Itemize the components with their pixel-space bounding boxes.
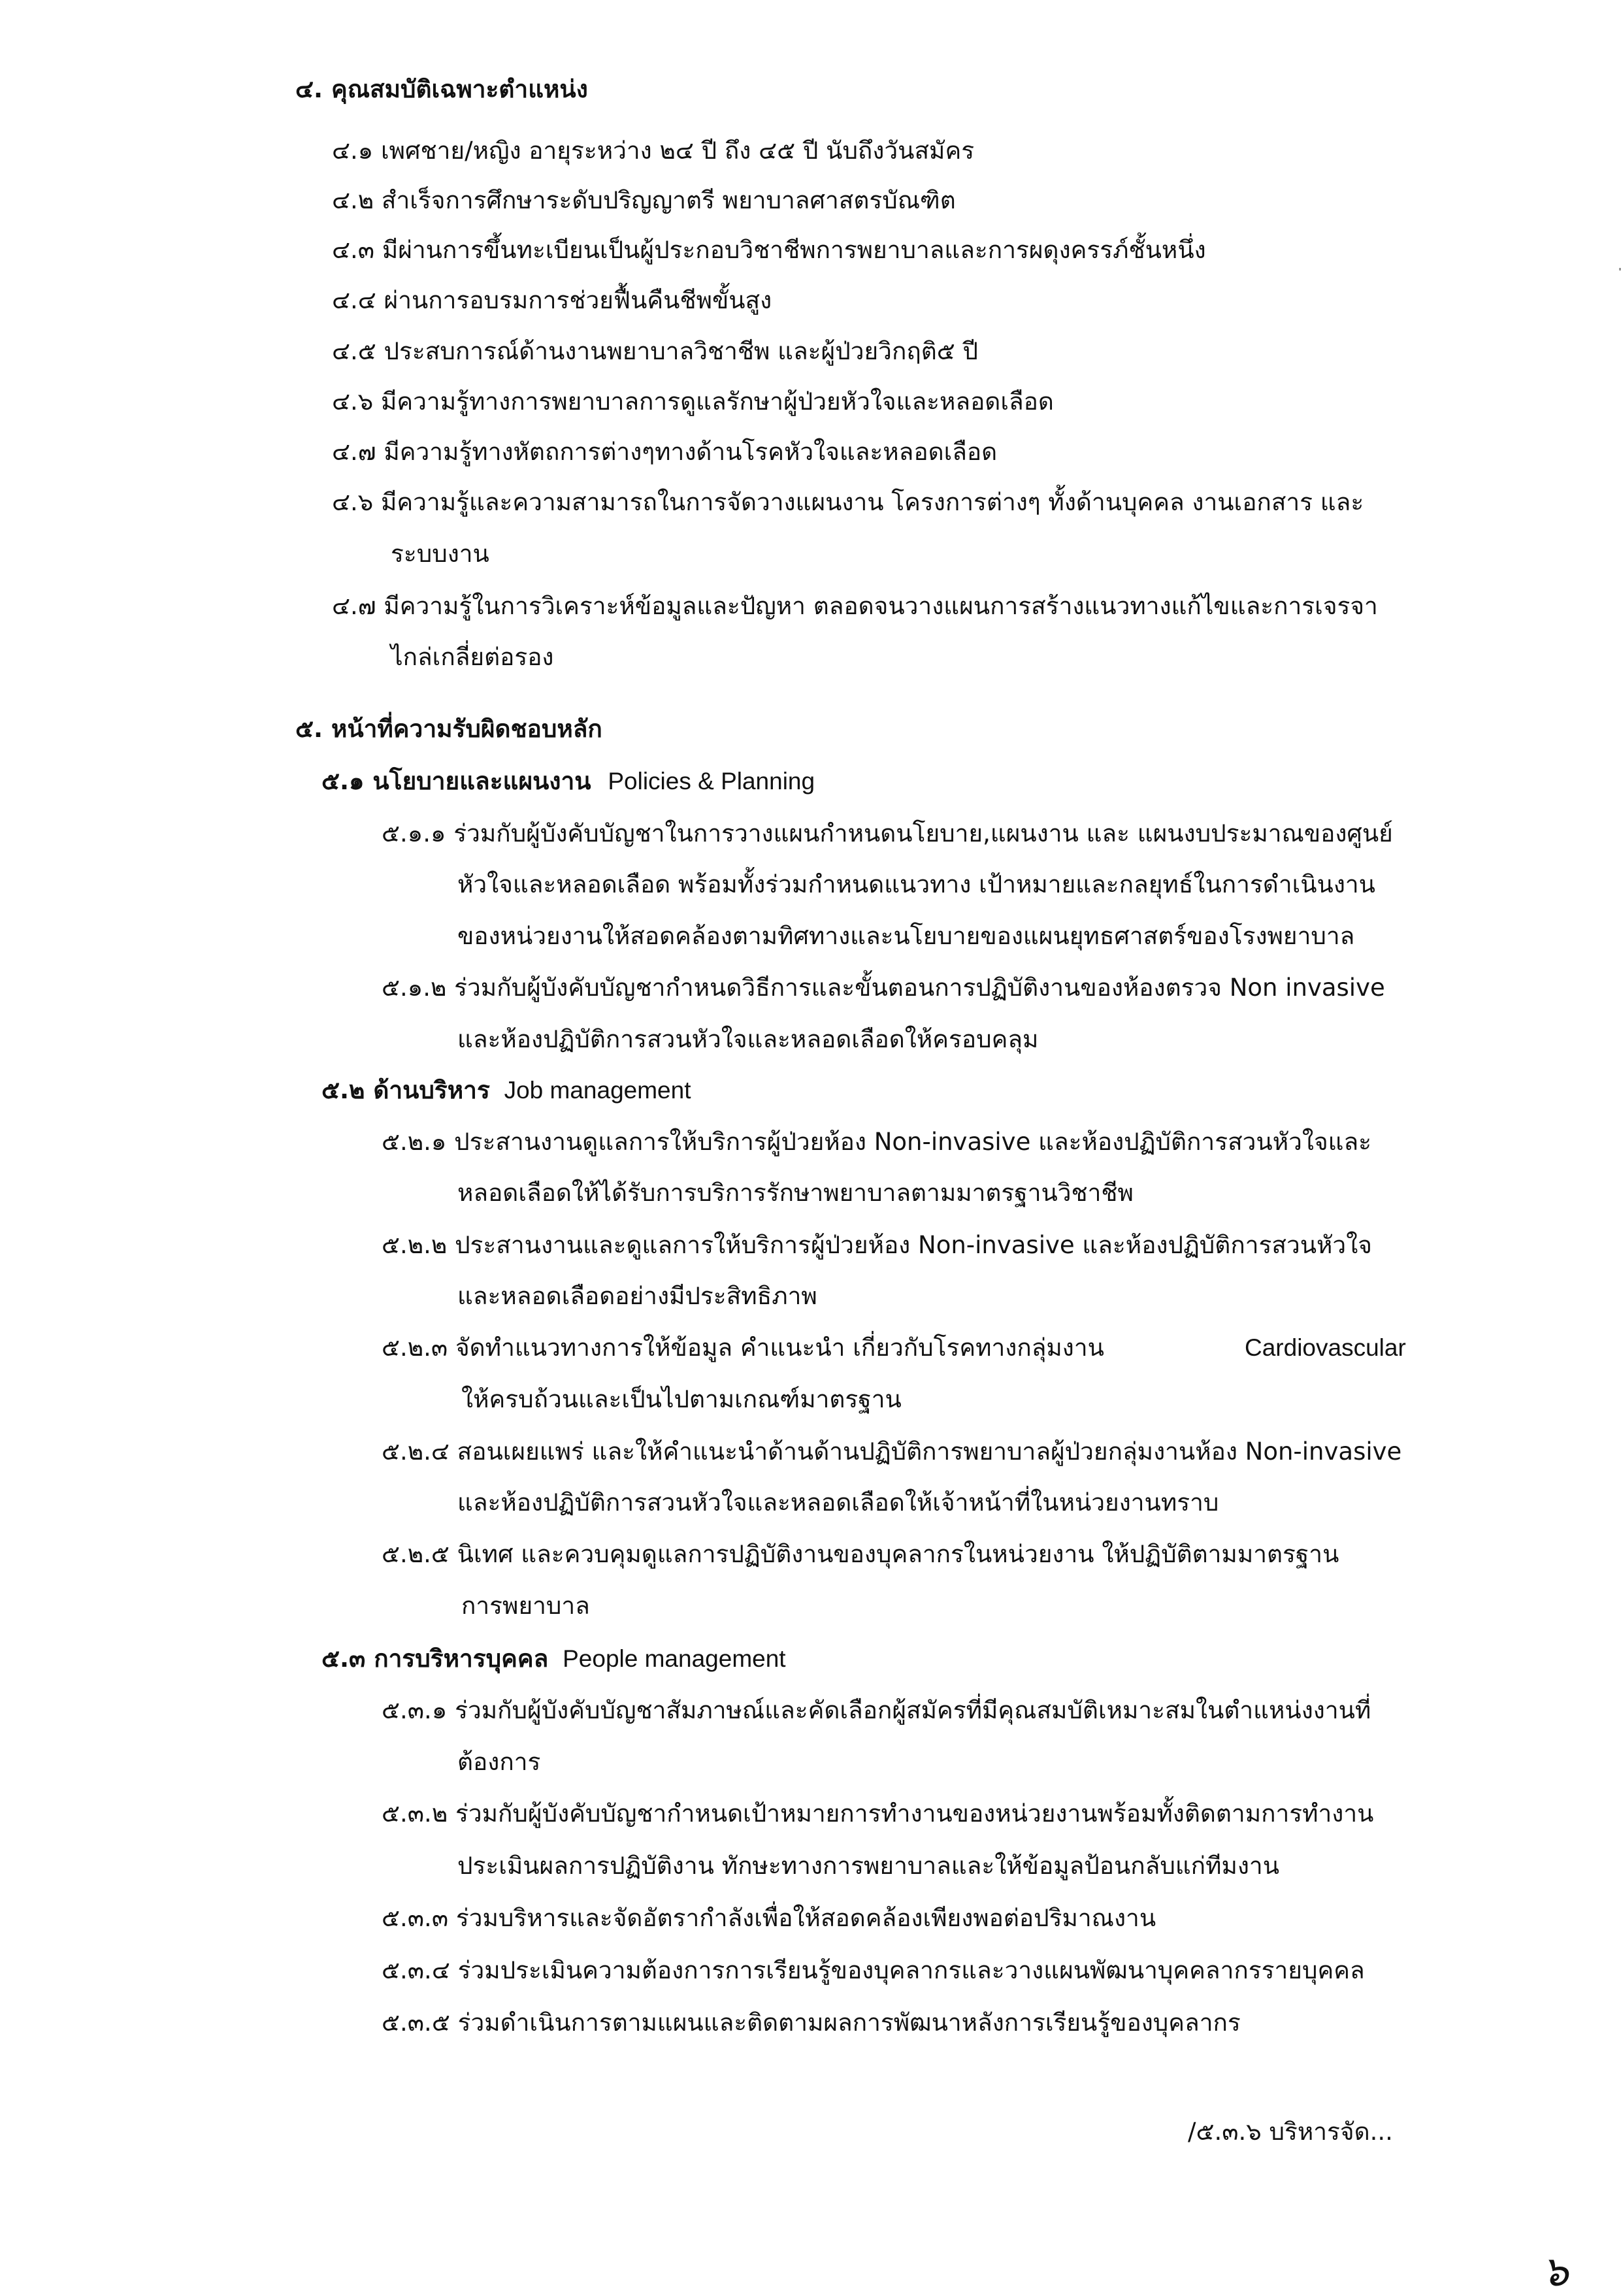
item-5-2-4-cont: และห้องปฏิบัติการสวนหัวใจและหลอดเลือดให้เจ้าหน้าที่ในหน่วยงานทราบ — [457, 1488, 1219, 1517]
subsection-5-3-title-th: ๕.๓ การบริหารบุคคล — [321, 1645, 549, 1673]
subsection-5-2-title-th: ๕.๒ ด้านบริหาร — [321, 1076, 490, 1104]
section-4-item-5: ๔.๕ ประสบการณ์ด้านงานพยาบาลวิชาชีพ และผู้ป่วยวิกฤติ๕ ปี — [332, 337, 979, 365]
item-5-1-1: ๕.๑.๑ ร่วมกับผู้บังคับบัญชาในการวางแผนกำหนดนโยบาย,แผนงาน และ แผนงบประมาณของศูนย์ — [382, 819, 1393, 847]
section-4-item-8: ๔.๖ มีความรู้และความสามารถในการจัดวางแผนงาน โครงการต่างๆ ทั้งด้านบุคคล งานเอกสาร และ — [332, 488, 1364, 516]
item-5-1-1-cont-1: หัวใจและหลอดเลือด พร้อมทั้งร่วมกำหนดแนวทาง เป้าหมายและกลยุทธ์ในการดำเนินงาน — [457, 870, 1375, 898]
subsection-5-2-title — [321, 1074, 691, 1107]
section-4-item-6: ๔.๖ มีความรู้ทางการพยาบาลการดูแลรักษาผู้ป่วยหัวใจและหลอดเลือด — [332, 387, 1054, 416]
item-5-2-3-cont: ให้ครบถ้วนและเป็นไปตามเกณฑ์มาตรฐาน — [461, 1385, 902, 1413]
subsection-5-2-title-en: Job management — [504, 1077, 691, 1104]
item-5-3-2: ๕.๓.๒ ร่วมกับผู้บังคับบัญชากำหนดเป้าหมายการทำงานของหน่วยงานพร้อมทั้งติดตามการทำงาน — [382, 1799, 1374, 1828]
section-4-item-3: ๔.๓ มีผ่านการขึ้นทะเบียนเป็นผู้ประกอบวิชาชีพการพยาบาลและการผดุงครรภ์ชั้นหนึ่ง — [332, 236, 1206, 264]
section-4-item-9-cont: ไกล่เกลี่ยต่อรอง — [391, 643, 554, 671]
item-5-2-2: ๕.๒.๒ ประสานงานและดูแลการให้บริการผู้ป่วยห้อง Non-invasive และห้องปฏิบัติการสวนหัวใจ — [382, 1231, 1372, 1259]
item-5-1-2-cont: และห้องปฏิบัติการสวนหัวใจและหลอดเลือดให้ครอบคลุม — [457, 1025, 1039, 1053]
section-4-item-8-cont: ระบบงาน — [391, 540, 489, 568]
section-5-heading: ๕. หน้าที่ความรับผิดชอบหลัก — [295, 715, 602, 743]
section-4-item-7: ๔.๗ มีความรู้ทางหัตถการต่างๆทางด้านโรคหัวใจและหลอดเลือด — [332, 438, 998, 466]
item-5-2-5: ๕.๒.๕ นิเทศ และควบคุมดูแลการปฏิบัติงานของบุคลากรในหน่วยงาน ให้ปฏิบัติตามมาตรฐาน — [382, 1540, 1339, 1568]
item-5-1-1-cont-2: ของหน่วยงานให้สอดคล้องตามทิศทางและนโยบายของแผนยุทธศาสตร์ของโรงพยาบาล — [457, 922, 1355, 950]
section-4-item-4: ๔.๔ ผ่านการอบรมการช่วยฟื้นคืนชีพขั้นสูง — [332, 286, 772, 314]
item-5-3-1-cont: ต้องการ — [457, 1748, 541, 1776]
section-4-item-1: ๔.๑ เพศชาย/หญิง อายุระหว่าง ๒๔ ปี ถึง ๔๕ ปี นับถึงวันสมัคร — [332, 137, 975, 165]
subsection-5-1-title-th: ๕.๑ นโยบายและแผนงาน — [321, 767, 591, 795]
item-5-2-1: ๕.๒.๑ ประสานงานดูแลการให้บริการผู้ป่วยห้อง Non-invasive และห้องปฏิบัติการสวนหัวใจและ — [382, 1128, 1372, 1156]
section-4-heading: ๔. คุณสมบัติเฉพาะตำแหน่ง — [295, 75, 588, 103]
item-5-3-2-cont: ประเมินผลการปฏิบัติงาน ทักษะทางการพยาบาลและให้ข้อมูลป้อนกลับแก่ทีมงาน — [457, 1852, 1279, 1880]
item-5-2-5-cont: การพยาบาล — [461, 1592, 590, 1620]
item-5-3-3: ๕.๓.๓ ร่วมบริหารและจัดอัตรากำลังเพื่อให้สอดคล้องเพียงพอต่อปริมาณงาน — [382, 1904, 1156, 1932]
section-4-item-2: ๔.๒ สำเร็จการศึกษาระดับปริญญาตรี พยาบาลศาสตรบัณฑิต — [332, 186, 956, 214]
item-5-2-3-term: Cardiovascular — [1245, 1334, 1406, 1361]
subsection-5-1-title-en: Policies & Planning — [608, 768, 815, 795]
item-5-2-4: ๕.๒.๔ สอนเผยแพร่ และให้คำแนะนำด้านด้านปฏิบัติการพยาบาลผู้ป่วยกลุ่มงานห้อง Non-invasive — [382, 1437, 1402, 1466]
subsection-5-1-title — [321, 764, 815, 798]
item-5-2-1-cont: หลอดเลือดให้ได้รับการบริการรักษาพยาบาลตามมาตรฐานวิชาชีพ — [457, 1179, 1134, 1207]
handwritten-page-number: ๖ — [1542, 2248, 1569, 2296]
item-5-2-2-cont: และหลอดเลือดอย่างมีประสิทธิภาพ — [457, 1282, 817, 1310]
item-5-1-2: ๕.๑.๒ ร่วมกับผู้บังคับบัญชากำหนดวิธีการและขั้นตอนการปฏิบัติงานของห้องตรวจ Non invasive — [382, 974, 1385, 1002]
item-5-3-1: ๕.๓.๑ ร่วมกับผู้บังคับบัญชาสัมภาษณ์และคัดเลือกผู้สมัครที่มีคุณสมบัติเหมาะสมในตำแหน่งงานที่ — [382, 1696, 1371, 1724]
continuation-reference: /๕.๓.๖ บริหารจัด... — [1188, 2118, 1393, 2146]
section-4-item-9: ๔.๗ มีความรู้ในการวิเคราะห์ข้อมูลและปัญหา ตลอดจนวางแผนการสร้างแนวทางแก้ไขและการเจรจา — [332, 592, 1378, 620]
item-5-3-4: ๕.๓.๔ ร่วมประเมินความต้องการการเรียนรู้ของบุคลากรและวางแผนพัฒนาบุคคลากรรายบุคคล — [382, 1956, 1365, 1984]
item-5-3-5: ๕.๓.๕ ร่วมดำเนินการตามแผนและติดตามผลการพัฒนาหลังการเรียนรู้ของบุคลากร — [382, 2009, 1241, 2037]
subsection-5-3-title-en: People management — [563, 1645, 786, 1672]
item-5-2-3: ๕.๒.๓ จัดทำแนวทางการให้ข้อมูล คำแนะนำ เกี่ยวกับโรคทางกลุ่มงาน — [382, 1334, 1104, 1362]
subsection-5-3-title — [321, 1642, 786, 1676]
